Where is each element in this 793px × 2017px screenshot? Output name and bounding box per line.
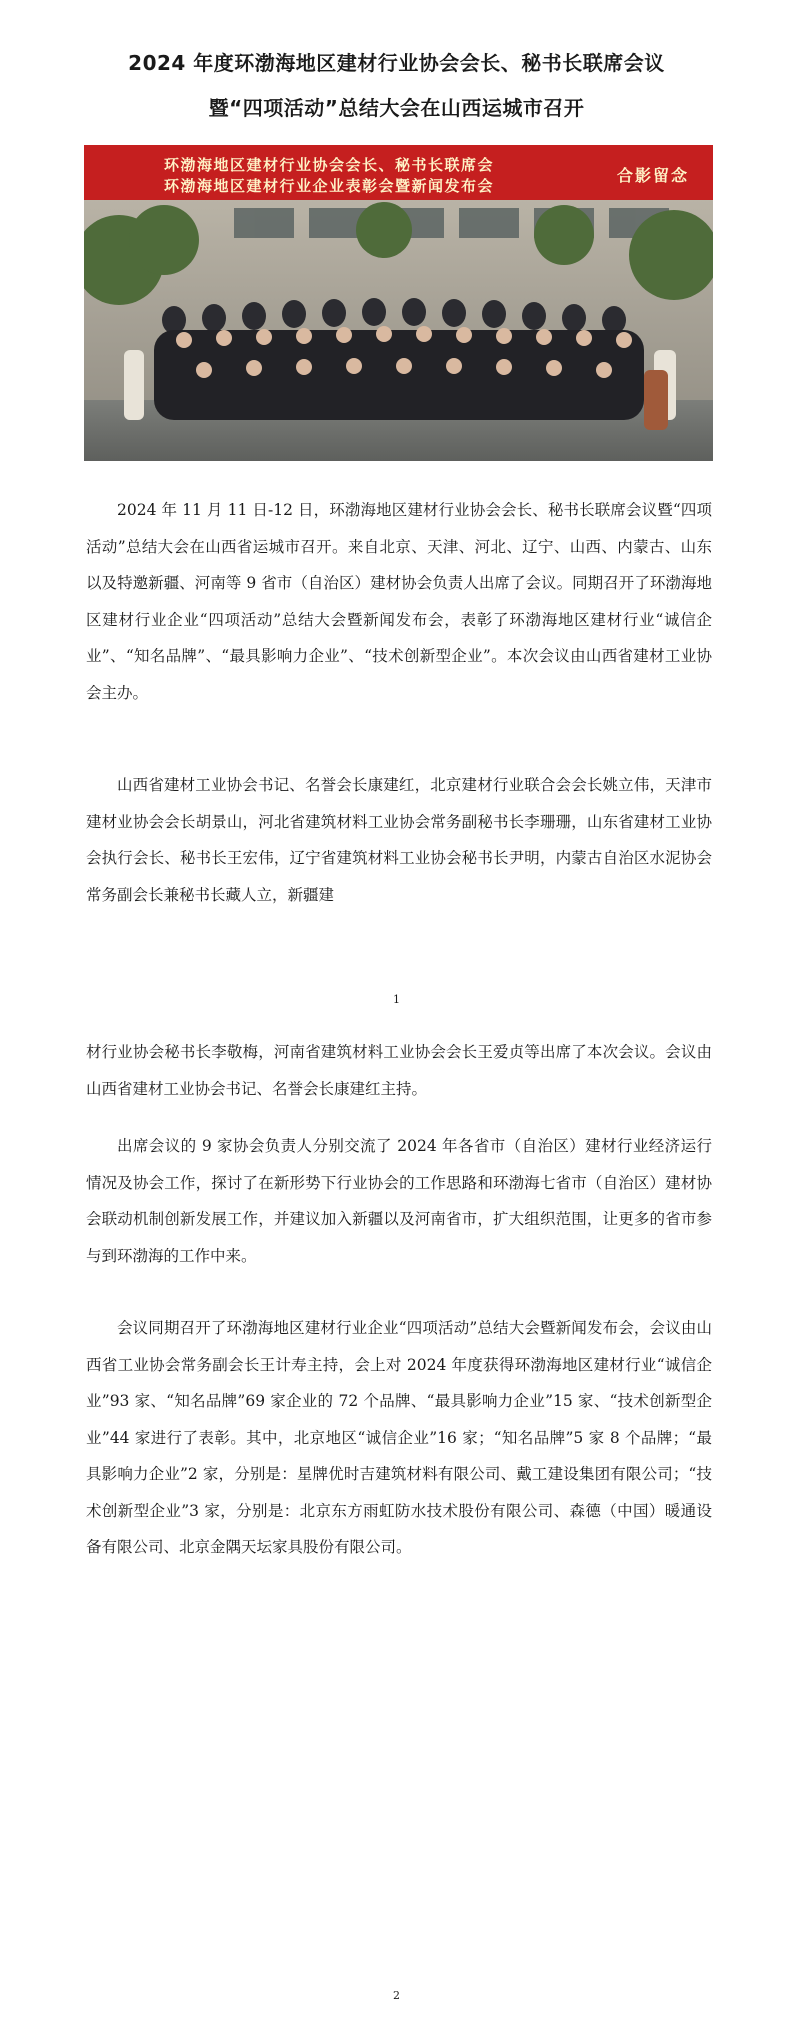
paragraph-4: 会议同期召开了环渤海地区建材行业企业“四项活动”总结大会暨新闻发布会，会议由山西省工业协会常务副会长王计寿主持，会上对 2024 年度获得环渤海地区建材行业“诚信企业”93 家、“知名品牌”69 家企业的 72 个品牌、“最具影响力企业”15 家、“技术创新型企业”44 家进行了表彰。其中，北京地区“诚信企业”16 家；“知名品牌”5 家 8 个品牌；“最具影响力企业”2 家，分别是：星牌优时吉建筑材料有限公司、戴工建设集团有限公司；“技术创新型企业”3 家，分别是：北京东方雨虹防水技术股份有限公司、森德（中国）暖通设备有限公司、北京金隅天坛家具股份有限公司。 [86, 1319, 712, 1556]
page-title-line-1: 2024 年度环渤海地区建材行业协会会长、秘书长联席会议 [128, 51, 665, 75]
photo-banner [84, 145, 713, 200]
paragraph-3: 出席会议的 9 家协会负责人分别交流了 2024 年各省市（自治区）建材行业经济运行情况及协会工作，探讨了在新形势下行业协会的工作思路和环渤海七省市（自治区）建材协会联动机制创新发展工作，并建议加入新疆以及河南省市，扩大组织范围，让更多的省市参与到环渤海的工作中来。 [86, 1137, 712, 1265]
group-photo [84, 145, 713, 461]
group-photo-scene [84, 200, 713, 461]
paragraph-2-continued: 材行业协会秘书长李敬梅，河南省建筑材料工业协会会长王爱贞等出席了本次会议。会议由山西省建材工业协会书记、名誉会长康建红主持。 [86, 1043, 712, 1098]
page-title-line-2: 暨“四项活动”总结大会在山西运城市召开 [208, 96, 585, 120]
page-number-2: 2 [393, 1989, 400, 2002]
paragraph-1: 2024 年 11 月 11 日-12 日，环渤海地区建材行业协会会长、秘书长联席会议暨“四项活动”总结大会在山西省运城市召开。来自北京、天津、河北、辽宁、山西、内蒙古、山东以及特邀新疆、河南等 9 省市（自治区）建材协会负责人出席了会议。同期召开了环渤海地区建材行业企业“四项活动”总结大会暨新闻发布会，表彰了环渤海地区建材行业“诚信企业”、“知名品牌”、“最具影响力企业”、“技术创新型企业”。本次会议由山西省建材工业协会主办。 [86, 501, 712, 702]
page-number-1: 1 [393, 993, 400, 1006]
banner-line-1: 环渤海地区建材行业协会会长、秘书长联席会 [164, 156, 495, 174]
banner-tag: 合影留念 [616, 166, 689, 185]
paragraph-2: 山西省建材工业协会书记、名誉会长康建红，北京建材行业联合会会长姚立伟，天津市建材业协会会长胡景山，河北省建筑材料工业协会常务副秘书长李珊珊，山东省建材工业协会执行会长、秘书长王宏伟，辽宁省建筑材料工业协会秘书长尹明，内蒙古自治区水泥协会常务副会长兼秘书长藏人立，新疆建 [86, 776, 712, 904]
banner-line-2: 环渤海地区建材行业企业表彰会暨新闻发布会 [164, 177, 495, 195]
